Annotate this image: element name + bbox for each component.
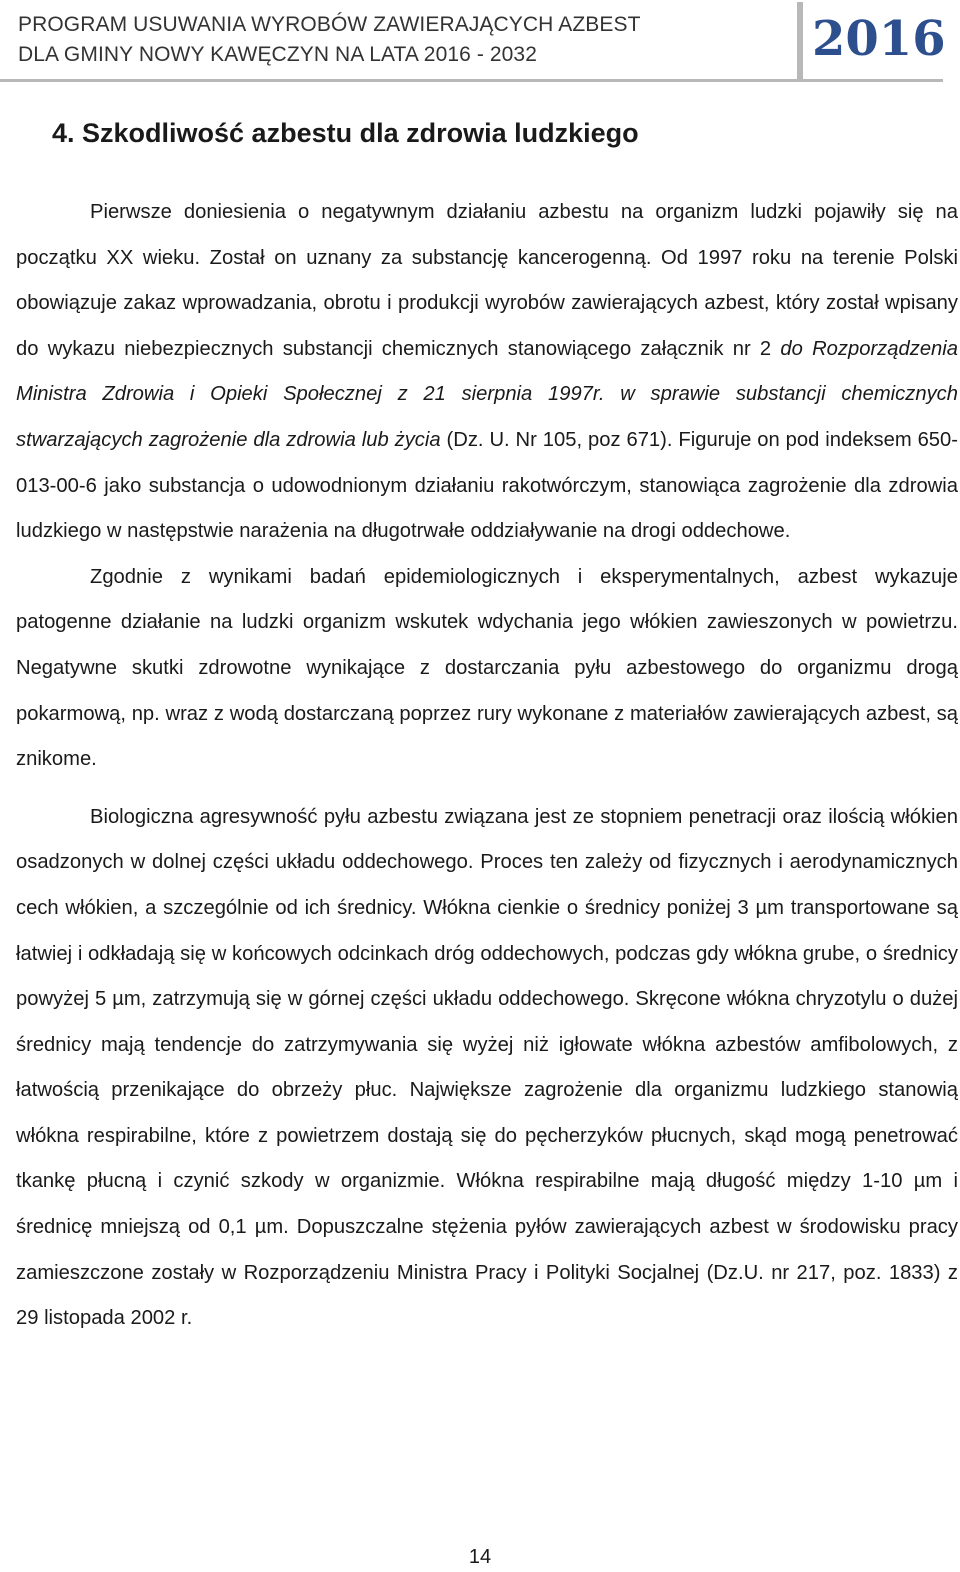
header-horizontal-rule — [0, 79, 943, 82]
page-number: 14 — [468, 1546, 492, 1568]
page-header — [0, 0, 960, 82]
section-heading: 4. Szkodliwość azbestu dla zdrowia ludzkiego — [52, 118, 639, 148]
body-text — [16, 190, 958, 1342]
header-vertical-divider — [797, 2, 803, 80]
paragraph-1-text-a: Pierwsze doniesienia o negatywnym działaniu azbestu na organizm ludzki pojawiły się na początku XX wieku. Został on uznany za substancję kancerogenną. Od 1997 roku na terenie Polski obowiązuje zakaz wprowadzania, obrotu i produkcji wyrobów zawierających azbest, który został wpisany do wykazu niebezpiecznych substancji chemicznych stanowiącego załącznik nr 2 — [16, 201, 958, 360]
paragraph-2: Zgodnie z wynikami badań epidemiologicznych i eksperymentalnych, azbest wykazuje patogenne działanie na ludzki organizm wskutek wdychania jego włókien zawieszonych w powietrzu. Negatywne skutki zdrowotne wynikające z dostarczania pyłu azbestowego do organizmu drogą pokarmową, np. wraz z wodą dostarczaną poprzez rury wykonane z materiałów zawierających azbest, są znikome. — [16, 565, 958, 771]
paragraph-1-text-c: (Dz. U. Nr 105, poz 671). Figuruje on pod indeksem 650-013-00-6 jako substancja o udowodnionym działaniu rakotwórczym, stanowiąca zagrożenie dla zdrowia ludzkiego w następstwie narażenia na długotrwałe oddziaływanie na drogi oddechowe. — [16, 428, 958, 543]
header-year: 2016 — [812, 11, 946, 67]
header-title-line-1: PROGRAM USUWANIA WYROBÓW ZAWIERAJĄCYCH AZBEST — [18, 13, 641, 36]
header-title-line-2: DLA GMINY NOWY KAWĘCZYN NA LATA 2016 - 2032 — [18, 43, 537, 66]
paragraph-3: Biologiczna agresywność pyłu azbestu związana jest ze stopniem penetracji oraz ilością włókien osadzonych w dolnej części układu oddechowego. Proces ten zależy od fizycznych i aerodynamicznych cech włókien, a szczególnie od ich średnicy. Włókna cienkie o średnicy poniżej 3 µm transportowane są łatwiej i odkładają się w końcowych odcinkach dróg oddechowych, podczas gdy włókna grube, o średnicy powyżej 5 µm, zatrzymują się w górnej części układu oddechowego. Skręcone włókna chryzotylu o dużej średnicy mają tendencje do zatrzymywania się wyżej niż igłowate włókna azbestów amfibolowych, z łatwością przenikające do obrzeży płuc. Największe zagrożenie dla organizmu ludzkiego stanowią włókna respirabilne, które z powietrzem dostają się do pęcherzyków płucnych, skąd mogą penetrować tkankę płucną i czynić szkody w organizmie. Włókna respirabilne mają długość między 1-10 µm i średnicę mniejszą od 0,1 µm. Dopuszczalne stężenia pyłów zawierających azbest w środowisku pracy zamieszczone zostały w Rozporządzeniu Ministra Pracy i Polityki Socjalnej (Dz.U. nr 217, poz. 1833) z 29 listopada 2002 r. — [16, 805, 958, 1330]
paragraph-1-regulation-title: do Rozporządzenia Ministra Zdrowia i Opieki Społecznej z 21 sierpnia 1997r. w sprawie substancji chemicznych stwarzających zagrożenie dla zdrowia lub życia — [16, 337, 958, 451]
header-title — [18, 10, 798, 70]
paragraph-1 — [16, 190, 958, 555]
